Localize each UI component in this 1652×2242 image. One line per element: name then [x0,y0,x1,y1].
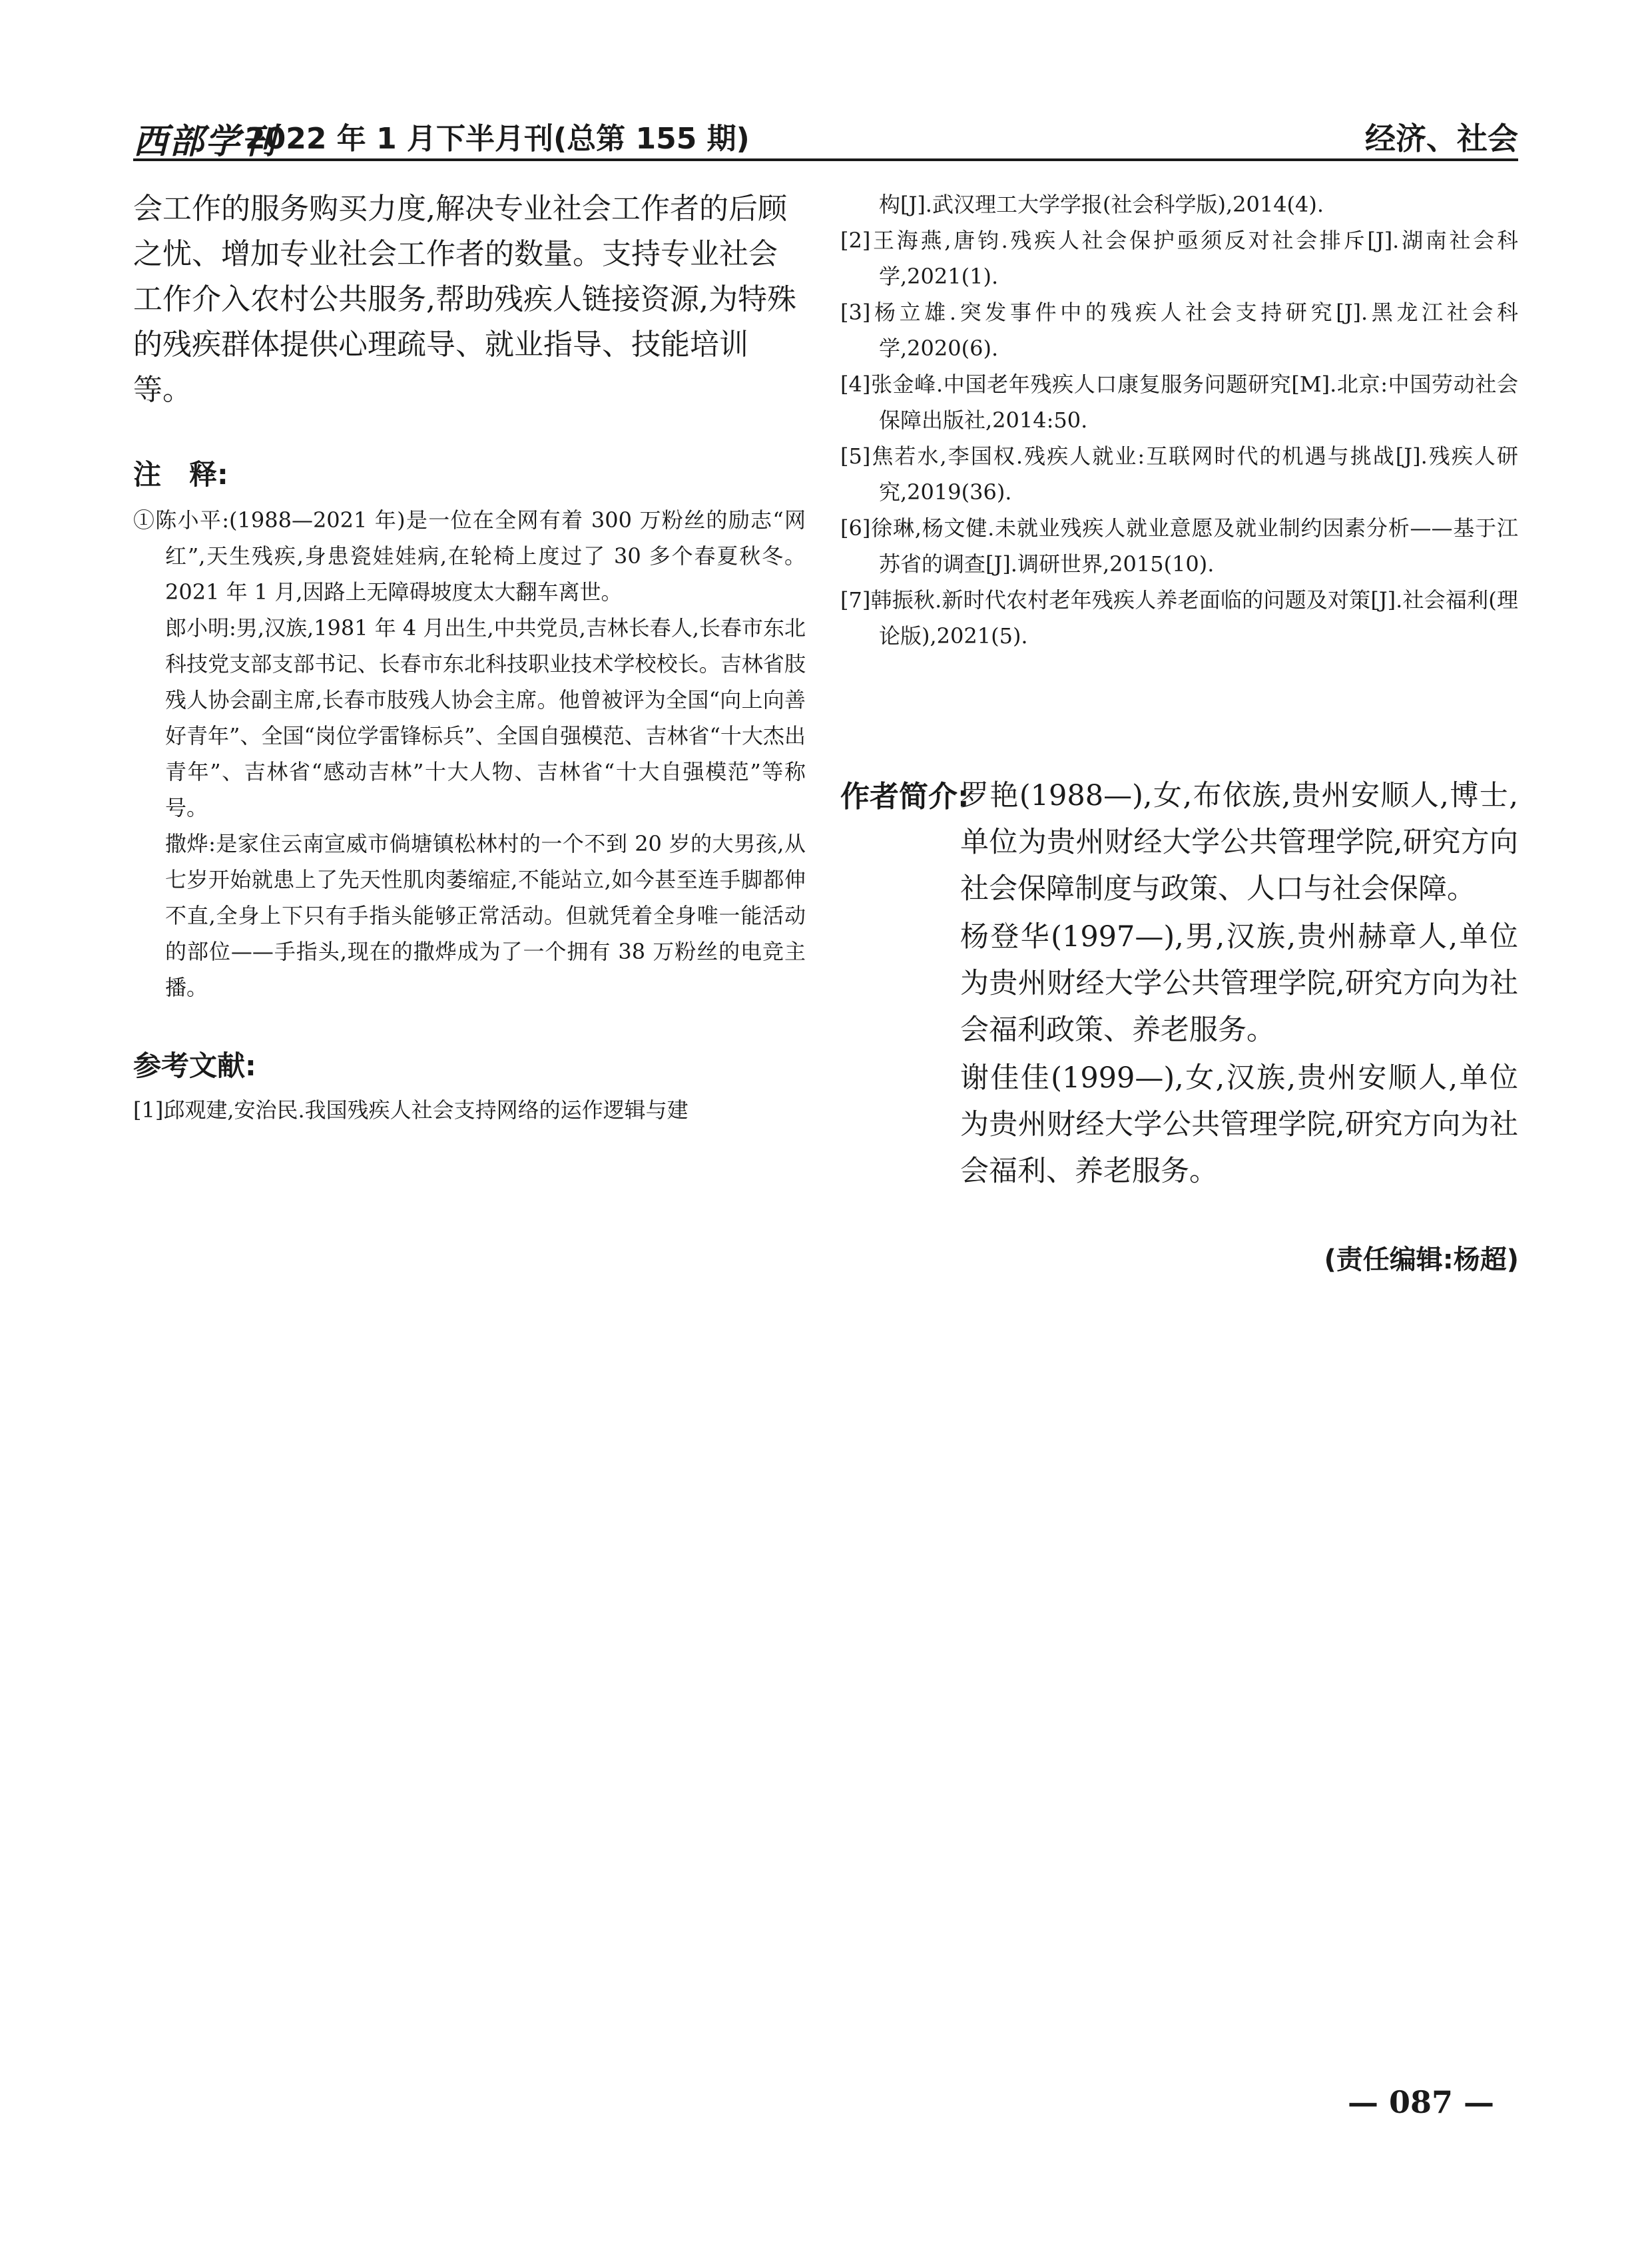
reference-item: [3]杨立雄.突发事件中的残疾人社会支持研究[J].黑龙江社会科学,2020(6). [840,300,1518,361]
page-number: — 087 — [1348,2084,1495,2120]
note-item: 郎小明:男,汉族,1981 年 4 月出生,中共党员,吉林长春人,长春市东北科技党支部支部书记、长春市东北科技职业技术学校校长。吉林省肢残人协会副主席,长春市肢残人协会主席。他曾被评为全国“向上向善好青年”、全国“岗位学雷锋标兵”、全国自强模范、吉林省“十大杰出青年”、吉林省“感动吉林”十大人物、吉林省“十大自强模范”等称号。 [165,615,806,820]
references-heading: 参考文献: [133,1049,256,1082]
reference-item: [5]焦若水,李国权.残疾人就业:互联网时代的机遇与挑战[J].残疾人研究,2019(36). [840,443,1518,505]
author-bio-body [960,772,1518,1196]
reference-item: [4]张金峰.中国老年残疾人口康复服务问题研究[M].北京:中国劳动社会保障出版社,2014:50. [840,372,1518,433]
author-bio: 谢佳佳(1999—),女,汉族,贵州安顺人,单位为贵州财经大学公共管理学院,研究方向为社会福利、养老服务。 [960,1061,1518,1188]
reference-item: [2]王海燕,唐钧.残疾人社会保护亟须反对社会排斥[J].湖南社会科学,2021(1). [840,228,1518,289]
responsible-editor: (责任编辑:杨超) [1324,1245,1519,1275]
section-name: 经济、社会 [1365,121,1518,156]
author-bio: 罗艳(1988—),女,布依族,贵州安顺人,博士,单位为贵州财经大学公共管理学院,研究方向社会保障制度与政策、人口与社会保障。 [960,779,1518,906]
body-paragraph: 会工作的服务购买力度,解决专业社会工作者的后顾之忧、增加专业社会工作者的数量。支持专业社会工作介入农村公共服务,帮助残疾人链接资源,为特殊的残疾群体提供心理疏导、就业指导、技能培训等。 [133,192,796,407]
author-bio: 杨登华(1997—),男,汉族,贵州赫章人,单位为贵州财经大学公共管理学院,研究方向为社会福利政策、养老服务。 [960,920,1518,1047]
reference-item: [7]韩振秋.新时代农村老年残疾人养老面临的问题及对策[J].社会福利(理论版),2021(5). [840,587,1518,649]
right-column [840,186,1518,654]
reference-item: [1]邱观建,安治民.我国残疾人社会支持网络的运作逻辑与建 [133,1097,688,1123]
reference-item: [6]徐琳,杨文健.未就业残疾人就业意愿及就业制约因素分析——基于江苏省的调查[J].调研世界,2015(10). [840,515,1518,577]
left-column [133,186,806,1128]
notes-heading: 注 释: [133,458,228,491]
note-item: 撒烨:是家住云南宣威市倘塘镇松林村的一个不到 20 岁的大男孩,从七岁开始就患上了先天性肌肉萎缩症,不能站立,如今甚至连手脚都伸不直,全身上下只有手指头能够正常活动。但就凭着全身唯一能活动的部位——手指头,现在的撒烨成为了一个拥有 38 万粉丝的电竞主播。 [165,831,806,1000]
note-item: ①陈小平:(1988—2021 年)是一位在全网有着 300 万粉丝的励志“网红”,天生残疾,身患瓷娃娃病,在轮椅上度过了 30 多个春夏秋冬。2021 年 1 月,因路上无障碍坡度太大翻车离世。 [133,507,806,605]
author-bio-label: 作者简介: [840,780,969,814]
issue-info: 2022 年 1 月下半月刊(总第 155 期) [245,122,750,156]
page-header [133,111,1518,161]
reference-item-continued: 构[J].武汉理工大学学报(社会科学版),2014(4). [879,192,1324,217]
journal-logo: 西部学刊 [133,121,278,162]
